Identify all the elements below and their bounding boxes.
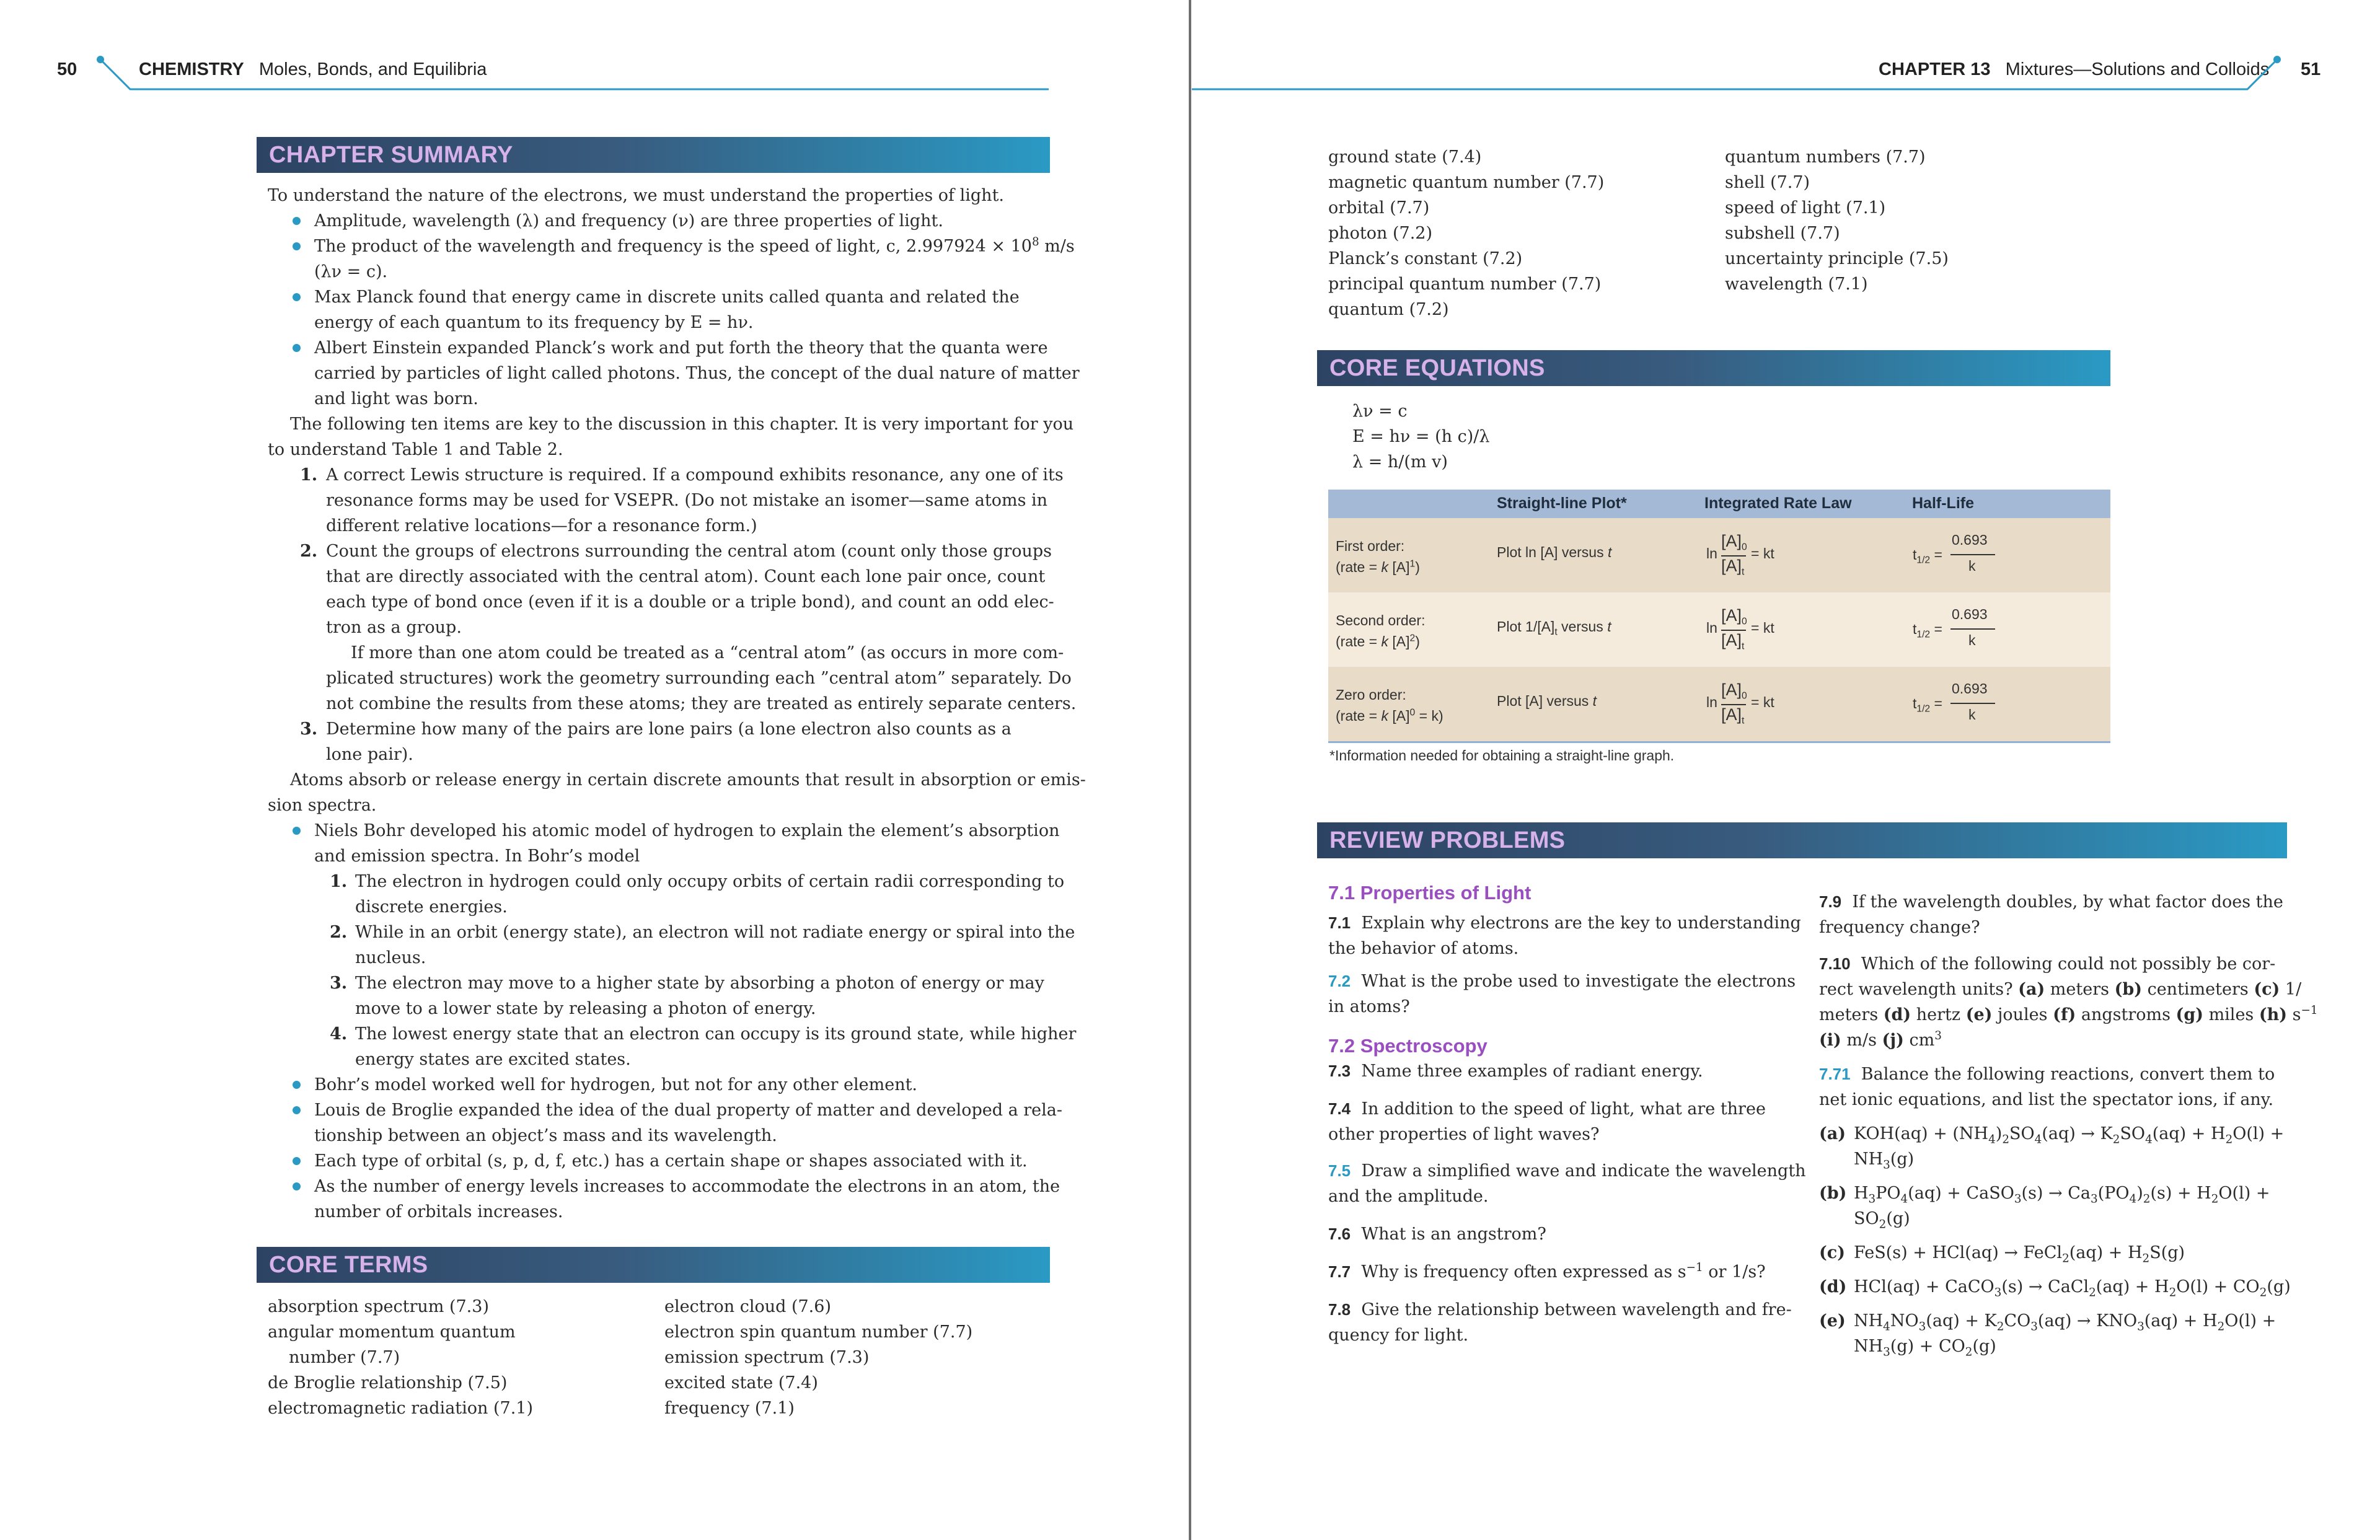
bullet-item: Each type of orbital (s, p, d, f, etc.) has a certain shape or shapes associated with it. [268, 1148, 1055, 1174]
problem-cont: and the amplitude. [1328, 1187, 1489, 1206]
paragraph: to understand Table 1 and Table 2. [268, 440, 563, 459]
problem-cont: net ionic equations, and list the spectator ions, if any. [1819, 1090, 2274, 1109]
paragraph: sion spectra. [268, 796, 377, 815]
problem: 7.71 Balance the following reactions, convert them to [1819, 1065, 2275, 1084]
problem-cont: in atoms? [1328, 997, 1410, 1016]
paragraph: Atoms absorb or release energy in certain discrete amounts that result in absorption or emis- [290, 770, 1086, 790]
bullet-icon [293, 1106, 301, 1114]
core-terms-col2 [664, 1294, 972, 1421]
review-col-right [1819, 889, 2318, 1359]
table-row [1328, 592, 2110, 667]
term: wavelength (7.1) [1725, 275, 1868, 294]
rate-law-cell: ln $[A]_0$ $[A]_t$ = kt [1706, 532, 1774, 578]
term: emission spectrum (7.3) [664, 1348, 870, 1367]
term: uncertainty principle (7.5) [1725, 249, 1949, 268]
bullet-item: As the number of energy levels increases to accommodate the electrons in an atom, the [268, 1174, 1055, 1199]
numbered-item: 2. Count the groups of electrons surrounding the central atom (count only those groups [300, 542, 1052, 561]
term: de Broglie relationship (7.5) [268, 1373, 508, 1393]
problem: 7.7 Why is frequency often expressed as $s^{-1}$ or 1/s? [1328, 1261, 1766, 1282]
problem: 7.2 What is the probe used to investigate the electrons [1328, 972, 1796, 991]
bullet-cont: energy of each quantum to its frequency by E = hν. [314, 313, 754, 332]
book-title: CHEMISTRY [139, 59, 244, 79]
terms-continued-col2 [1725, 144, 1949, 297]
problem-cont: quency for light. [1328, 1326, 1469, 1345]
core-terms-col1 [268, 1294, 533, 1421]
problem-cont: rect wavelength units? (a) meters (b) centimeters (c) 1/ [1819, 980, 2302, 999]
numbered-cont: tron as a group. [326, 618, 462, 637]
term: excited state (7.4) [664, 1373, 818, 1393]
running-head [139, 59, 487, 80]
problem: 7.1 Explain why electrons are the key to understanding [1328, 913, 1801, 933]
page-number: 50 [57, 59, 77, 79]
bullet-item: Bohr’s model worked well for hydrogen, but not for any other element. [268, 1072, 1055, 1098]
term: quantum numbers (7.7) [1725, 147, 1926, 167]
terms-continued-col1 [1328, 144, 1604, 322]
bullet-cont: and emission spectra. In Bohr’s model [314, 847, 640, 866]
term: shell (7.7) [1725, 173, 1810, 192]
term: number (7.7) [289, 1348, 400, 1367]
table-row [1328, 667, 2110, 743]
sub-numbered-item: 2. While in an orbit (energy state), an electron will not radiate energy or spiral into the [330, 923, 1075, 942]
numbered-cont: lone pair). [326, 745, 413, 764]
problem-cont: frequency change? [1819, 918, 1980, 937]
reaction-b: (b) $H_3PO_4(aq)$ + CaSO$_3$(s) → $Ca_3(PO_4)_2(s) + H_2O(l)$ + $SO_2(g)$ [1819, 1184, 2270, 1231]
term: speed of light (7.1) [1725, 198, 1886, 218]
reaction-c: (c) FeS(s) + HCl(aq) → FeCl$_2$(aq) + $H_2S(g)$ [1819, 1243, 2185, 1265]
bullet-cont: carried by particles of light called photons. Thus, the concept of the dual nature of matter [314, 364, 1080, 383]
problem-cont: meters (d) hertz (e) joules (f) angstroms (g) miles (h) $s^{-1}$ [1819, 1004, 2318, 1024]
numbered-cont: resonance forms may be used for VSEPR. (Do not mistake an isomer—same atoms in [326, 491, 1048, 510]
bullet-cont: and light was born. [314, 389, 478, 408]
plot-cell: Plot ln [A] versus t [1497, 544, 1612, 560]
bullet-item: Albert Einstein expanded Planck’s work and put forth the theory that the quanta were [268, 335, 1055, 361]
right-page [1191, 0, 2380, 1540]
problem-cont: the behavior of atoms. [1328, 939, 1519, 958]
table-row [1328, 518, 2110, 592]
bullet-item: Niels Bohr developed his atomic model of hydrogen to explain the element’s absorption [268, 818, 1055, 843]
term: principal quantum number (7.7) [1328, 275, 1602, 294]
problem: 7.10 Which of the following could not possibly be cor- [1819, 954, 2276, 974]
header-straight-line-plot: Straight-line Plot* [1497, 495, 1627, 512]
reaction-d: (d) HCl(aq) + CaCO$_3$(s) → CaCl$_2$(aq) + $H_2O(l) + CO_2(g)$ [1819, 1277, 2291, 1300]
problem: 7.3 Name three examples of radiant energy. [1328, 1062, 1703, 1081]
problem-cont: (i) m/s (j) $cm^3$ [1819, 1029, 1942, 1050]
numbered-item: 3. Determine how many of the pairs are lone pairs (a lone electron also counts as a [300, 719, 1011, 739]
bullet-icon [293, 293, 301, 301]
bullet-item: Amplitude, wavelength (λ) and frequency (ν) are three properties of light. [268, 208, 1055, 234]
term: magnetic quantum number (7.7) [1328, 173, 1605, 192]
sub-numbered-cont: nucleus. [355, 948, 426, 967]
term: angular momentum quantum [268, 1322, 516, 1342]
problem-cont: other properties of light waves? [1328, 1125, 1600, 1144]
bullet-icon [293, 1081, 301, 1089]
section-heading: 7.1 Properties of Light [1328, 882, 1532, 904]
bullet-cont: tionship between an object’s mass and its wavelength. [314, 1126, 777, 1145]
half-life-cell: $t_{1/2}$ = 0.693 k [1913, 606, 2012, 656]
bullet-icon [293, 242, 301, 250]
equation: E = hν = (h c)/λ [1352, 427, 1490, 446]
problem: 7.6 What is an angstrom? [1328, 1225, 1546, 1244]
problem: 7.9 If the wavelength doubles, by what factor does the [1819, 892, 2283, 912]
chapter-title: Moles, Bonds, and Equilibria [258, 59, 487, 79]
bullet-icon [293, 217, 301, 225]
numbered-item: 1. A correct Lewis structure is required. If a compound exhibits resonance, any one of its [300, 465, 1064, 485]
core-terms-heading: CORE TERMS [257, 1247, 1050, 1283]
left-page [0, 0, 1189, 1540]
numbered-cont: each type of bond once (even if it is a double or a triple bond), and count an odd elec- [326, 592, 1054, 612]
chapter-title: Mixtures—Solutions and Colloids [2005, 59, 2270, 79]
chapter-label: CHAPTER 13 [1879, 59, 1991, 79]
numbered-cont: different relative locations—for a resonance form.) [326, 516, 757, 535]
sub-numbered-item: 1. The electron in hydrogen could only occupy orbits of certain radii corresponding to [330, 872, 1065, 891]
term: photon (7.2) [1328, 224, 1433, 243]
table-footnote: *Information needed for obtaining a straight-line graph. [1329, 747, 1675, 763]
sub-numbered-cont: energy states are excited states. [355, 1050, 631, 1069]
term: electromagnetic radiation (7.1) [268, 1399, 534, 1418]
page-number: 51 [2301, 59, 2321, 79]
bullet-icon [293, 344, 301, 352]
term: frequency (7.1) [664, 1399, 795, 1418]
problem: 7.8 Give the relationship between wavelength and fre- [1328, 1300, 1792, 1319]
bullet-item: Louis de Broglie expanded the idea of the dual property of matter and developed a rela- [268, 1098, 1055, 1123]
bullet-cont: (λν = c). [314, 262, 388, 281]
order-cell: Second order: (rate = k $[A]^2$) [1336, 612, 1426, 649]
sub-numbered-item: 3. The electron may move to a higher state by absorbing a photon of energy or may [330, 974, 1044, 993]
review-problems-heading: REVIEW PROBLEMS [1317, 822, 2287, 858]
term: Planck’s constant (7.2) [1328, 249, 1523, 268]
rate-law-table [1328, 490, 2110, 741]
bullet-item: The product of the wavelength and frequency is the speed of light, c, $2.997924 \times 10^8$ m/s [268, 234, 1055, 259]
term: subshell (7.7) [1725, 224, 1840, 243]
header-integrated-rate-law: Integrated Rate Law [1704, 495, 1852, 512]
rate-law-cell: ln $[A]_0$ $[A]_t$ = kt [1706, 680, 1774, 726]
problem: 7.4 In addition to the speed of light, what are three [1328, 1099, 1766, 1119]
chapter-summary-body [268, 183, 1086, 1225]
order-cell: Zero order: (rate = k $[A]^0 = k$) [1336, 687, 1443, 724]
summary-intro: To understand the nature of the electrons, we must understand the properties of light. [268, 186, 1004, 205]
bullet-icon [293, 1182, 301, 1190]
equation: λ = h/(m v) [1352, 452, 1448, 472]
sub-numbered-cont: move to a lower state by releasing a photon of energy. [355, 999, 816, 1018]
paragraph: The following ten items are key to the discussion in this chapter. It is very important for you [290, 415, 1074, 434]
numbered-cont: that are directly associated with the central atom). Count each lone pair once, count [326, 567, 1046, 586]
term: quantum (7.2) [1328, 300, 1449, 319]
sub-numbered-cont: discrete energies. [355, 897, 508, 917]
header-half-life: Half-Life [1912, 495, 1974, 512]
reaction-a: (a) $KOH(aq) + (NH_4)_2SO_4(aq) \to K_2SO_4(aq) + H_2O(l)$ + $NH_3(g)$ [1819, 1124, 2285, 1172]
chapter-summary-heading: CHAPTER SUMMARY [257, 137, 1050, 173]
bullet-icon [293, 827, 301, 835]
numbered-cont: If more than one atom could be treated as a “central atom” (as occurs in more com- [351, 643, 1064, 662]
plot-cell: Plot [A] versus t [1497, 693, 1597, 709]
equation: λν = c [1352, 402, 1408, 421]
bullet-cont: number of orbitals increases. [314, 1202, 563, 1221]
term: ground state (7.4) [1328, 147, 1482, 167]
bullet-icon [293, 1157, 301, 1165]
reaction-e: (e) $NH_4NO_3(aq) + K_2CO_3(aq) \to KNO_3(aq) + H_2O(l)$ + $NH_3(g) + CO_2(g)$ [1819, 1311, 2276, 1359]
bullet-item: Max Planck found that energy came in discrete units called quanta and related the [268, 284, 1055, 310]
sub-numbered-item: 4. The lowest energy state that an electron can occupy is its ground state, while higher [330, 1024, 1077, 1044]
half-life-cell: $t_{1/2}$ = 0.693 k [1913, 532, 2012, 581]
core-equations-heading: CORE EQUATIONS [1317, 350, 2110, 386]
section-heading: 7.2 Spectroscopy [1328, 1035, 1488, 1057]
numbered-cont: plicated structures) work the geometry surrounding each ”central atom” separately. Do [326, 669, 1072, 688]
plot-cell: Plot $1/[A]_t$ versus t [1497, 618, 1611, 638]
review-col-left [1328, 880, 1806, 1348]
half-life-cell: $t_{1/2}$ = 0.693 k [1913, 680, 2012, 730]
numbered-cont: not combine the results from these atoms; they are treated as entirely separate centers. [326, 694, 1077, 713]
rate-law-cell: ln $[A]_0$ $[A]_t$ = kt [1706, 606, 1774, 652]
core-equations [1352, 398, 1489, 475]
term: orbital (7.7) [1328, 198, 1430, 218]
order-cell: First order: (rate = k $[A]^1$) [1336, 538, 1420, 575]
problem: 7.5 Draw a simplified wave and indicate the wavelength [1328, 1161, 1806, 1181]
term: electron cloud (7.6) [664, 1297, 831, 1316]
term: electron spin quantum number (7.7) [664, 1322, 973, 1342]
term: absorption spectrum (7.3) [268, 1297, 489, 1316]
header-rule [1191, 53, 2282, 90]
